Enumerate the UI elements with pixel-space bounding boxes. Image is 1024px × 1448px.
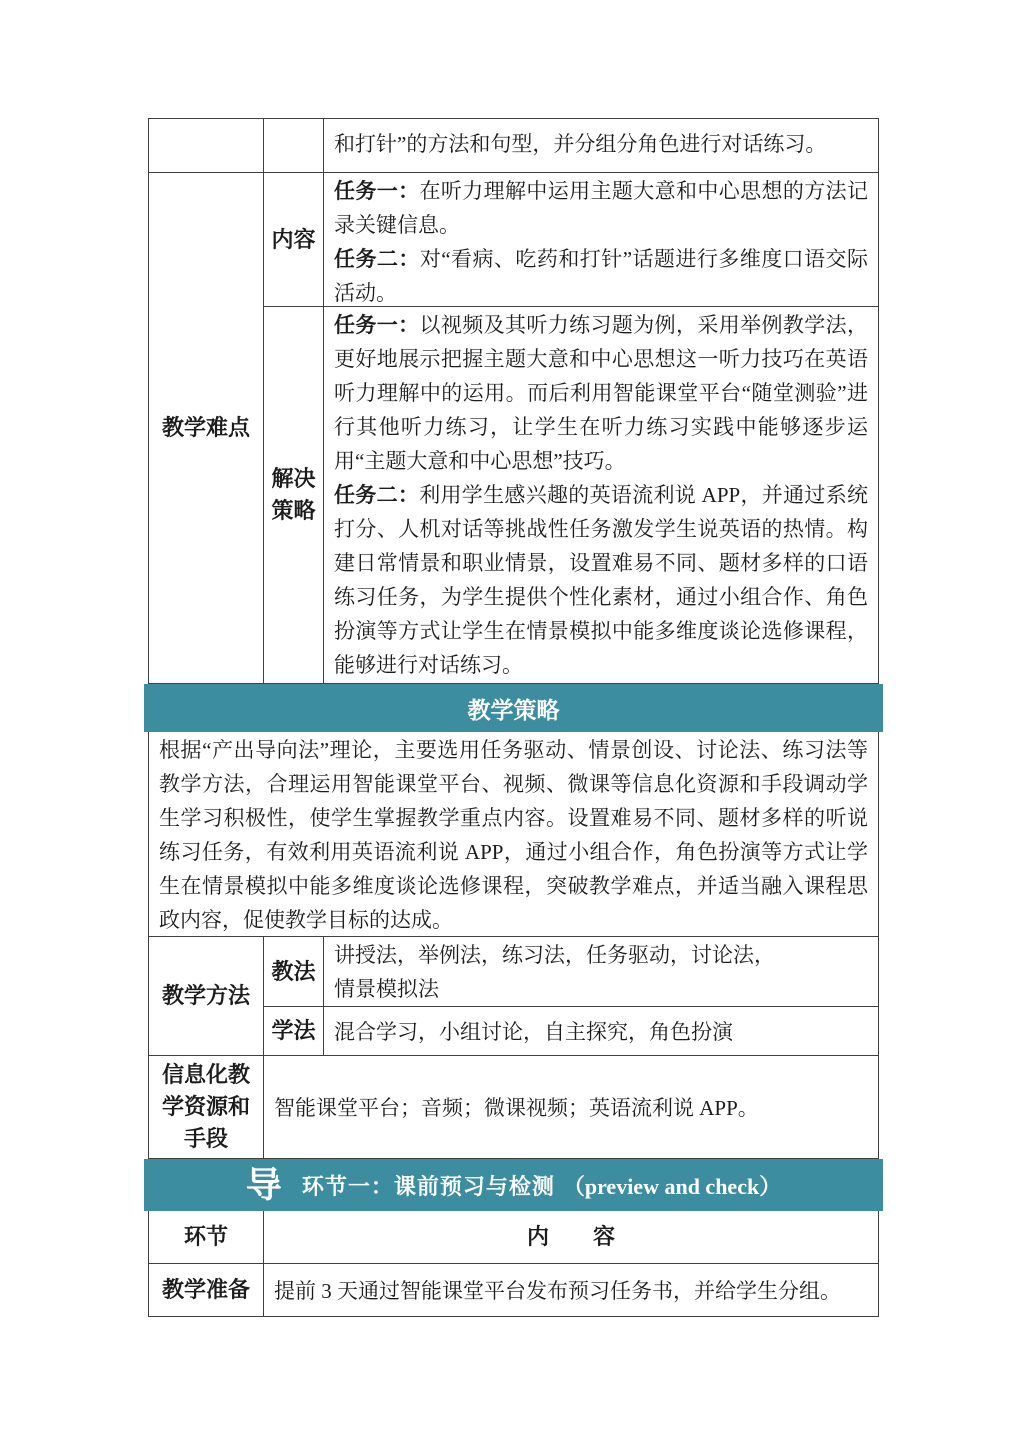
teaching-method-text (324, 937, 878, 1007)
resources-section (148, 1056, 879, 1159)
strategy-task1-label: 任务一： (334, 313, 420, 337)
resources-line: 智能课堂平台；音频；微课视频；英语流利说 APP。 (274, 1095, 759, 1120)
overflow-row-text: 和打针”的方法和句型，并分组分角色进行对话练习。 (324, 119, 878, 173)
teaching-method-label: 教法 (264, 937, 324, 1007)
strategy-task1-text: 以视频及其听力练习题为例，采用举例教学法，更好地展示把握主题大意和中心思想这一听力技巧在英语听力理解中的运用。而后利用智能课堂平台“随堂测验”进行其他听力练习，让学生在听力练习实践中能够逐步运用“主题大意和中心思想”技巧。 (334, 313, 868, 473)
stage-banner-subtitle-en: （preview and check） (562, 1173, 782, 1199)
methods-label: 教学方法 (149, 937, 264, 1055)
difficulty-section (148, 118, 879, 684)
difficulty-strategy-label: 解决策略 (264, 307, 324, 683)
overflow-row-label-cell (149, 119, 264, 173)
difficulty-content-label: 内容 (264, 173, 324, 307)
teaching-method-line2: 情景模拟法 (334, 977, 439, 1001)
content-col-label: 内 容 (526, 1224, 615, 1249)
learning-method-line: 混合学习，小组讨论，自主探究，角色扮演 (334, 1019, 733, 1044)
dao-glyph: 导 (245, 1164, 282, 1205)
strategy-task2-text: 利用学生感兴趣的英语流利说 APP，并通过系统打分、人机对话等挑战性任务激发学生说英语的热情。构建日常情景和职业情景，设置难易不同、题材多样的口语练习任务，为学生提供个性化素材，通过小组合作、角色扮演等方式让学生在情景模拟中能多维度谈论选修课程，能够进行对话练习。 (334, 483, 868, 677)
prep-line: 提前 3 天通过智能课堂平台发布预习任务书，并给学生分组。 (274, 1278, 841, 1303)
task2-text: 对“看病、吃药和打针”话题进行多维度口语交际活动。 (334, 247, 869, 305)
stage-banner (144, 1159, 883, 1211)
lesson-plan-table (148, 118, 879, 1317)
prep-label: 教学准备 (149, 1264, 264, 1316)
section-header-teaching-strategy: 教学策略 (144, 684, 883, 732)
overflow-row-sublabel-cell (264, 119, 324, 173)
resources-text (264, 1056, 878, 1158)
difficulty-strategy-text (324, 307, 878, 683)
task1-label: 任务一： (334, 179, 420, 203)
methods-section (148, 937, 879, 1056)
teaching-strategy-paragraph: 根据“产出导向法”理论，主要选用任务驱动、情景创设、讨论法、练习法等教学方法，合理运用智能课堂平台、视频、微课等信息化资源和手段调动学生学习积极性，使学生掌握教学重点内容。设置难易不同、题材多样的听说练习任务，有效利用英语流利说 APP，通过小组合作，角色扮演等方式让学生在情景模拟中能多维度谈论选修课程，突破教学难点，并适当融入课程思政内容，促使教学目标的达成。 (148, 732, 879, 937)
stage-col-label: 环节 (149, 1211, 264, 1263)
stage-header-row (148, 1211, 879, 1264)
task2-label: 任务二： (334, 247, 420, 271)
strategy-task2-label: 任务二： (334, 483, 420, 507)
prep-text (264, 1264, 878, 1316)
prep-row (148, 1264, 879, 1317)
teaching-method-line1: 讲授法，举例法，练习法，任务驱动，讨论法， (334, 943, 775, 967)
difficulty-label: 教学难点 (149, 173, 264, 683)
difficulty-content-text (324, 173, 878, 307)
task1-text: 在听力理解中运用主题大意和中心思想的方法记录关键信息。 (334, 179, 868, 237)
learning-method-text (324, 1007, 878, 1055)
stage-banner-title: 环节一：课前预习与检测 (301, 1173, 555, 1199)
learning-method-label: 学法 (264, 1007, 324, 1055)
resources-label: 信息化教学资源和手段 (149, 1056, 264, 1158)
